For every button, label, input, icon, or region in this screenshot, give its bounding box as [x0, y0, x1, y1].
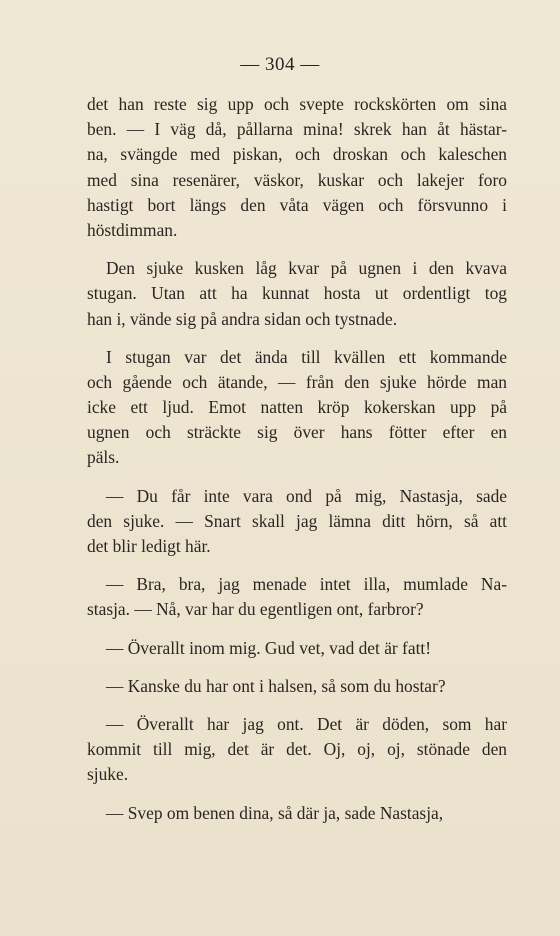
text-line: — Svep om benen dina, så där ja, sade Nastasja, — [106, 802, 444, 823]
text-line: I stugan var det ända till kvällen ett kommande — [106, 346, 507, 367]
paragraph — [87, 572, 507, 622]
text-line: ben. — I väg då, pållarna mina! skrek han åt hästar- — [87, 119, 507, 140]
text-line: — Överallt inom mig. Gud vet, vad det är fatt! — [106, 637, 432, 658]
text-line: hastigt bort längs den våta vägen och försvunno i — [87, 194, 507, 215]
paragraph — [87, 636, 507, 661]
text-line: — Överallt har jag ont. Det är döden, som har — [106, 713, 507, 734]
text-line: — Kanske du har ont i halsen, så som du hostar? — [106, 675, 446, 696]
paragraph — [87, 256, 507, 332]
text-line: den sjuke. — Snart skall jag lämna ditt hörn, så att — [87, 510, 507, 531]
text-line: kommit till mig, det är det. Oj, oj, oj, stönade den — [87, 739, 507, 760]
body-text — [87, 92, 507, 826]
text-line: stasja. — Nå, var har du egentligen ont, farbror? — [87, 599, 424, 620]
text-line: med sina resenärer, väskor, kuskar och lakejer foro — [87, 169, 507, 190]
paragraph — [87, 92, 507, 243]
paragraph — [87, 712, 507, 788]
text-line: — Bra, bra, jag menade intet illa, mumlade Na- — [106, 574, 507, 595]
text-line: ugnen och sträckte sig över hans fötter efter en — [87, 422, 507, 443]
paragraph — [87, 801, 507, 826]
paragraph — [87, 345, 507, 471]
paragraph — [87, 674, 507, 699]
text-line: höstdimman. — [87, 219, 178, 240]
text-line: det han reste sig upp och svepte rockskörten om sina — [87, 94, 507, 114]
page-number: — 304 — — [240, 54, 320, 75]
text-line: — Du får inte vara ond på mig, Nastasja, sade — [106, 485, 507, 506]
text-line: det blir ledigt här. — [87, 536, 211, 556]
text-line: och gående och ätande, — från den sjuke hörde man — [87, 371, 507, 392]
paragraph — [87, 484, 507, 560]
text-line: sjuke. — [87, 764, 129, 785]
text-line: Den sjuke kusken låg kvar på ugnen i den kvava — [106, 258, 507, 279]
text-line: han i, vände sig på andra sidan och tystnade. — [87, 308, 398, 329]
text-line: na, svängde med piskan, och droskan och kaleschen — [87, 144, 507, 165]
text-line: stugan. Utan att ha kunnat hosta ut ordentligt tog — [87, 283, 507, 304]
text-line: icke ett ljud. Emot natten kröp kokerskan upp på — [87, 397, 507, 418]
text-line: päls. — [87, 447, 120, 468]
